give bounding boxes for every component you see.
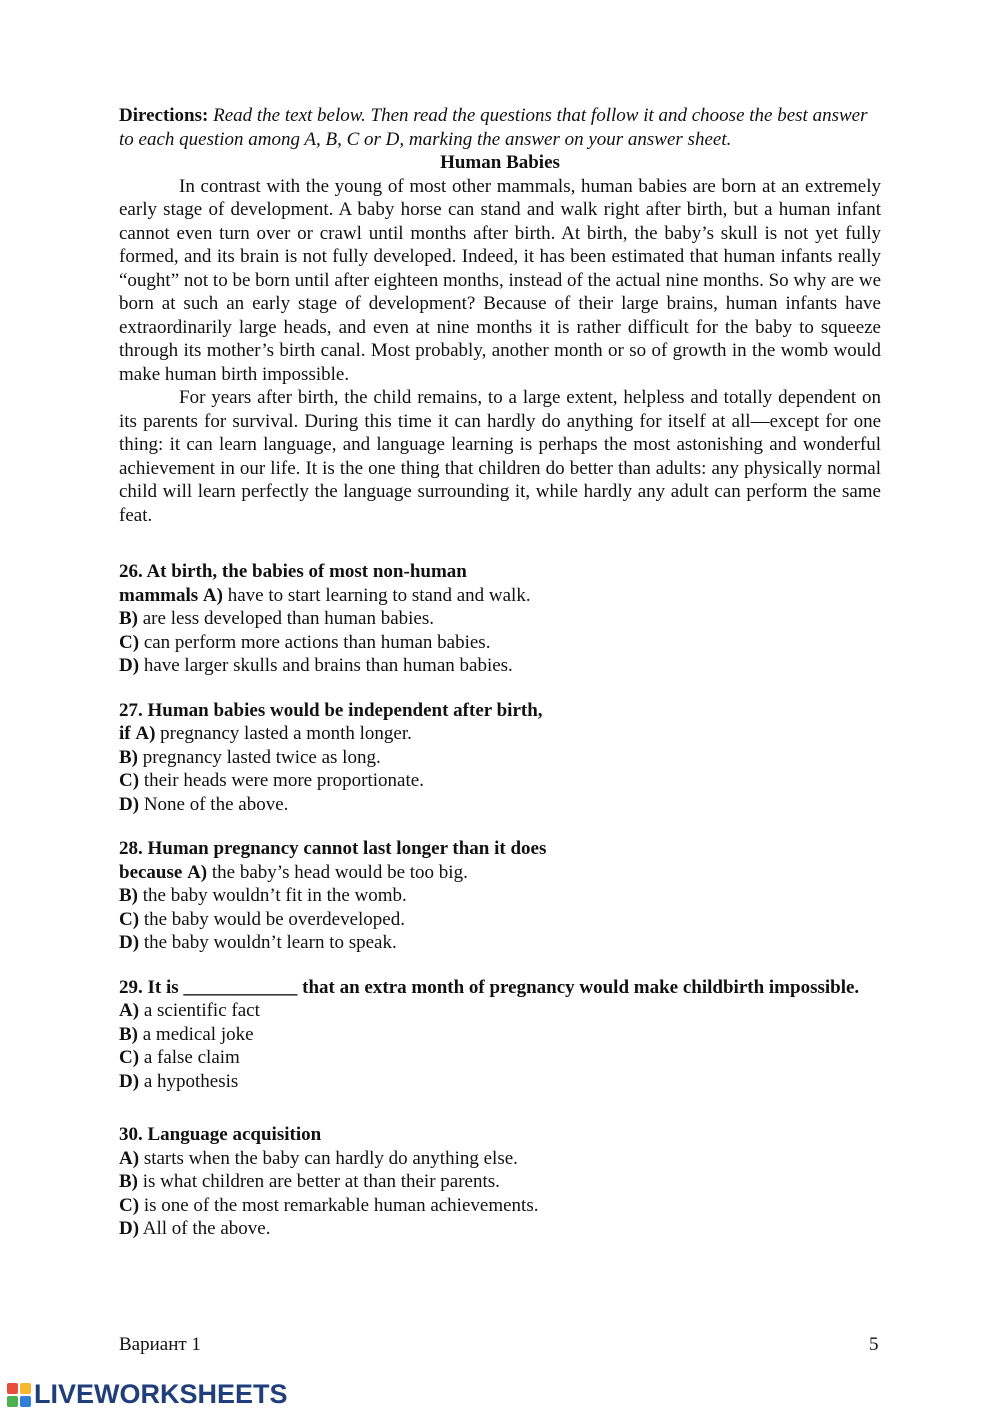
question-stem: 28. Human pregnancy cannot last longer than it does xyxy=(119,838,547,859)
option-letter: A) xyxy=(187,861,208,883)
option-text: a hypothesis xyxy=(139,1070,239,1092)
answer-option-d[interactable] xyxy=(119,1070,881,1094)
option-letter: D) xyxy=(119,655,140,676)
option-text: the baby wouldn’t fit in the womb. xyxy=(138,885,407,906)
option-letter: B) xyxy=(119,1023,138,1045)
option-letter: A) xyxy=(202,584,223,606)
worksheet-page xyxy=(119,104,881,1241)
answer-option-c[interactable] xyxy=(119,1194,881,1218)
option-text: a scientific fact xyxy=(139,1000,260,1021)
question-30 xyxy=(119,1123,881,1241)
answer-option-a[interactable] xyxy=(119,584,881,608)
question-29 xyxy=(119,976,881,1094)
option-letter: C) xyxy=(119,908,140,930)
option-letter: A) xyxy=(135,723,156,744)
answer-option-a[interactable] xyxy=(119,1147,881,1171)
option-letter: A) xyxy=(119,1147,140,1169)
option-text: a false claim xyxy=(139,1047,240,1068)
question-stem: 26. At birth, the babies of most non-human xyxy=(119,561,467,582)
option-letter: C) xyxy=(119,1194,140,1216)
option-text: a medical joke xyxy=(138,1023,254,1045)
option-text: have to start learning to stand and walk. xyxy=(222,584,531,606)
option-text: is one of the most remarkable human achievements. xyxy=(139,1194,539,1216)
question-stem-continued: because xyxy=(119,861,183,883)
option-letter: B) xyxy=(119,608,138,629)
answer-option-c[interactable] xyxy=(119,908,881,932)
option-text: None of the above. xyxy=(139,793,289,815)
option-letter: B) xyxy=(119,746,138,768)
passage-title: Human Babies xyxy=(440,152,560,173)
option-text: have larger skulls and brains than human babies. xyxy=(139,655,513,676)
answer-option-b[interactable] xyxy=(119,1170,881,1194)
option-text: All of the above. xyxy=(139,1218,271,1239)
option-text: their heads were more proportionate. xyxy=(139,770,424,791)
option-text: is what children are better at than their parents. xyxy=(138,1171,500,1192)
question-28 xyxy=(119,837,881,955)
answer-option-a[interactable] xyxy=(119,999,881,1023)
footer-variant: Вариант 1 xyxy=(119,1334,201,1355)
liveworksheets-logo-icon xyxy=(6,1382,32,1408)
question-stem: 29. It is ____________ that an extra month of pregnancy would make childbirth impossible. xyxy=(119,976,860,998)
answer-option-c[interactable] xyxy=(119,1046,881,1070)
answer-option-d[interactable] xyxy=(119,931,881,955)
answer-option-b[interactable] xyxy=(119,746,881,770)
option-text: can perform more actions than human babies. xyxy=(139,631,491,653)
answer-option-d[interactable] xyxy=(119,1217,881,1241)
option-letter: D) xyxy=(119,1218,140,1239)
option-letter: D) xyxy=(119,1070,140,1092)
option-letter: B) xyxy=(119,1171,138,1192)
answer-option-d[interactable] xyxy=(119,654,881,678)
option-text: the baby’s head would be too big. xyxy=(207,861,468,883)
option-letter: B) xyxy=(119,885,138,906)
option-text: the baby would be overdeveloped. xyxy=(139,908,405,930)
answer-option-b[interactable] xyxy=(119,1023,881,1047)
answer-option-b[interactable] xyxy=(119,884,881,908)
directions-text: Read the text below. Then read the questions that follow it and choose the best answer to each question among A, B, C or D, marking the answer on your answer sheet. xyxy=(119,105,868,150)
answer-option-a[interactable] xyxy=(119,861,881,885)
answer-option-c[interactable] xyxy=(119,631,881,655)
answer-option-b[interactable] xyxy=(119,607,881,631)
liveworksheets-logo[interactable] xyxy=(6,1380,288,1410)
answer-option-c[interactable] xyxy=(119,769,881,793)
option-text: starts when the baby can hardly do anything else. xyxy=(139,1147,518,1169)
option-letter: C) xyxy=(119,770,140,791)
passage-paragraph-1: In contrast with the young of most other mammals, human babies are born at an extremely early stage of development. A baby horse can stand and walk right after birth, but a human infant cannot even turn over or crawl until months after birth. At birth, the baby’s skull is not yet fully formed, and its brain is not fully developed. Indeed, it has been estimated that human infants really “ought” not to be born until after eighteen months, instead of the actual nine months. So why are we born at such an early stage of development? Because of their large brains, human infants have extraordinarily large heads, and even at nine months it is rather difficult for the baby to squeeze through its mother’s birth canal. Most probably, another month or so of growth in the womb would make human birth impossible. xyxy=(119,175,881,385)
option-text: pregnancy lasted a month longer. xyxy=(155,723,412,744)
question-stem: 27. Human babies would be independent after birth, xyxy=(119,699,543,721)
option-letter: C) xyxy=(119,631,140,653)
question-stem-continued: mammals xyxy=(119,584,199,606)
answer-option-a[interactable] xyxy=(119,722,881,746)
option-letter: D) xyxy=(119,932,140,953)
question-stem-continued: if xyxy=(119,723,131,744)
question-26 xyxy=(119,560,881,678)
option-letter: D) xyxy=(119,793,140,815)
page-number: 5 xyxy=(869,1334,879,1355)
option-text: are less developed than human babies. xyxy=(138,608,434,629)
option-text: pregnancy lasted twice as long. xyxy=(138,746,381,768)
brand-name: LIVEWORKSHEETS xyxy=(34,1379,288,1410)
passage-paragraph-2: For years after birth, the child remains, to a large extent, helpless and totally dependent on its parents for survival. During this time it can hardly do anything for itself at all—except for one thing: it can learn language, and language learning is perhaps the most astonishing and wonderful achievement in our life. It is the one thing that children do better than adults: any physically normal child will learn perfectly the language surrounding it, while hardly any adult can perform the same feat. xyxy=(119,387,881,526)
question-stem: 30. Language acquisition xyxy=(119,1124,322,1145)
directions xyxy=(119,104,881,151)
directions-label: Directions: xyxy=(119,105,209,126)
question-27 xyxy=(119,699,881,817)
option-text: the baby wouldn’t learn to speak. xyxy=(139,932,397,953)
answer-option-d[interactable] xyxy=(119,793,881,817)
option-letter: C) xyxy=(119,1047,140,1068)
option-letter: A) xyxy=(119,1000,140,1021)
